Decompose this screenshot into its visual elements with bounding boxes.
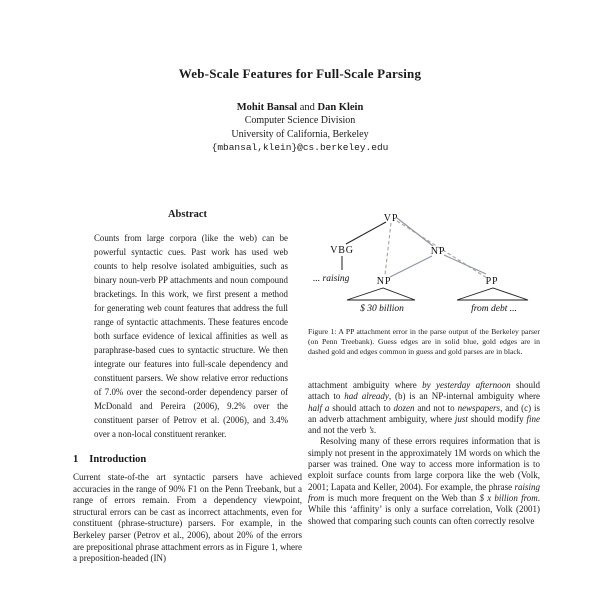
- right-column-paragraph-1: attachment ambiguity where by yesterday afternoon should attach to had already, (b) is an NP-internal ambiguity where half a should attach to dozen and not to newspapers, and (c) is an adverb attachment ambiguity, where just should modify fine and not the verb ’s.: [308, 380, 540, 436]
- author-block: [0, 101, 600, 155]
- section-number: 1: [73, 454, 79, 465]
- section-title: Introduction: [89, 454, 147, 465]
- abstract-heading: Abstract: [167, 209, 208, 220]
- introduction-paragraph: Current state-of-the art syntactic parsers have achieved accuracies in the range of 90% F1 on the Penn Treebank, but a range of errors remain. From a dependency viewpoint, structural errors can be cast as incorrect attachments, even for constituent (phrase-structure) parsers. For example, in the Berkeley parser (Petrov et al., 2006), about 20% of the errors are prepositional phrase attachment errors as in Figure 1, where a preposition-headed (IN): [73, 472, 302, 564]
- common-edge-vp-vbg: [346, 222, 386, 244]
- tree-node-np-object: NP: [376, 276, 392, 287]
- tree-node-vp: VP: [383, 213, 399, 224]
- parse-tree-figure: [308, 195, 540, 317]
- page-title: Web-Scale Features for Full-Scale Parsing: [178, 66, 422, 81]
- tree-terminal-raising: ... raising: [313, 274, 350, 284]
- tree-node-np-guess: NP: [430, 246, 446, 257]
- section-heading-introduction: [73, 454, 302, 465]
- gold-edge-vp-np: [385, 223, 391, 275]
- left-column: [73, 209, 302, 600]
- tree-terminal-pp-phrase: from debt ...: [471, 304, 517, 314]
- right-column: [308, 195, 540, 600]
- np-terminal-triangle: [347, 288, 415, 300]
- tree-terminal-np-phrase: $ 30 billion: [360, 304, 404, 314]
- tree-node-pp: PP: [485, 276, 499, 287]
- guess-edge-vp-np: [397, 218, 433, 246]
- author-email: {mbansal,klein}@cs.berkeley.edu: [211, 142, 389, 154]
- tree-node-vbg: VBG: [330, 245, 354, 256]
- affiliation-university: University of California, Berkeley: [231, 128, 369, 140]
- author-names: Mohit Bansal and Dan Klein: [236, 102, 364, 113]
- guess-edge-np-pp: [444, 255, 486, 274]
- figure-caption: Figure 1: A PP attachment error in the parse output of the Berkeley parser (on Penn Treebank). Guess edges are in solid blue, gold edges are in dashed gold and edges common in guess and gold parses are in black.: [308, 327, 540, 356]
- abstract-text: Counts from large corpora (like the web) can be powerful syntactic cues. Past work has used web counts to help resolve isolated ambiguities, such as binary noun-verb PP attachments and noun compound bracketings. In this work, we first present a method for generating web count features that address the full range of syntactic attachments. These features encode both surface evidence of lexical affinities as well as paraphrase-based cues to syntactic structure. We then integrate our features into full-scale dependency and constituent parsers. We show relative error reductions of 7.0% over the second-order dependency parser of McDonald and Pereira (2006), 9.2% over the constituent parser of Petrov et al. (2006), and 3.4% over a non-local constituent reranker.: [94, 233, 288, 439]
- right-column-paragraph-2: Resolving many of these errors requires information that is simply not present in the approximately 1M words on which the parser was trained. One way to access more information is to exploit surface counts from large corpora like the web (Volk, 2001; Lapata and Keller, 2004). For example, the phrase raising from is much more frequent on the Web than $ x billion from. While this ‘affinity’ is only a surface correlation, Volk (2001) showed that comparing such counts can often correctly resolve: [308, 436, 540, 526]
- guess-edge-np-np: [390, 256, 432, 277]
- pp-terminal-triangle: [457, 288, 528, 300]
- affiliation-division: Computer Science Division: [244, 115, 356, 127]
